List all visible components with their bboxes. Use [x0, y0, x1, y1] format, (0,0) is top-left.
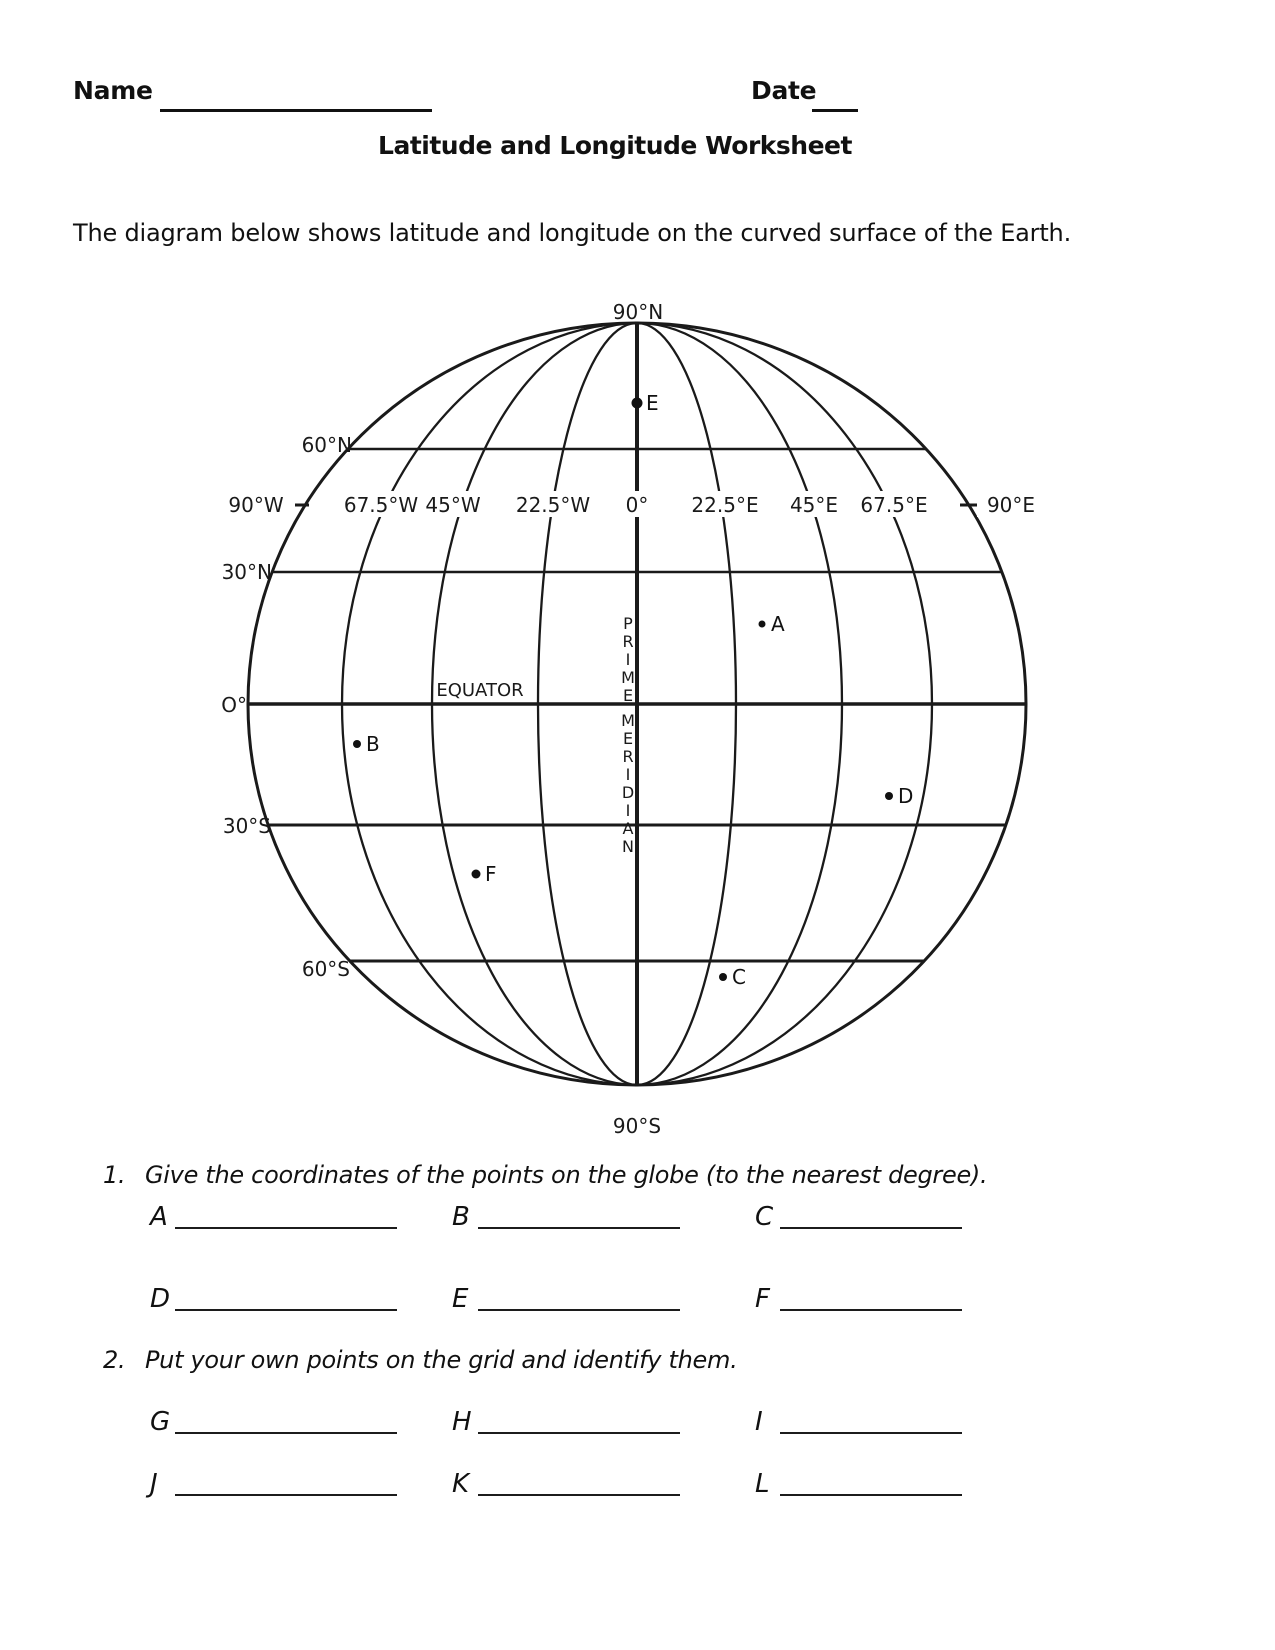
date-blank-line[interactable] — [812, 109, 858, 112]
prime-meridian-letter: M — [621, 668, 635, 687]
name-blank-line[interactable] — [160, 109, 432, 112]
globe-point-f — [472, 862, 497, 886]
answer-letter-h: H — [452, 1407, 472, 1437]
answer-letter-c: C — [755, 1202, 774, 1232]
longitude-label-22-5w: 22.5°W — [515, 493, 591, 517]
answer-blank-k[interactable] — [478, 1494, 680, 1496]
answer-letter-e: E — [452, 1284, 469, 1314]
prime-meridian-letter: D — [621, 783, 635, 802]
prime-meridian-letter: I — [625, 801, 631, 820]
answer-blank-h[interactable] — [478, 1432, 680, 1434]
point-dot — [759, 621, 766, 628]
longitude-label-67-5w: 67.5°W — [343, 493, 419, 517]
latitude-label-60s: 60°S — [301, 957, 350, 981]
latitude-label-0: O° — [221, 693, 247, 717]
longitude-label-90e: 90°E — [986, 493, 1036, 517]
question-1-number: 1. — [103, 1161, 126, 1189]
answer-blank-d[interactable] — [175, 1309, 397, 1311]
answer-blank-b[interactable] — [478, 1227, 680, 1229]
prime-meridian-letter: P — [623, 614, 633, 633]
answer-blank-i[interactable] — [780, 1432, 962, 1434]
globe-point-a — [759, 612, 786, 636]
point-label: E — [646, 391, 659, 415]
question-1-text: Give the coordinates of the points on the globe (to the nearest degree). — [145, 1161, 988, 1189]
prime-meridian-letter: I — [625, 650, 631, 669]
point-label: F — [485, 862, 497, 886]
question-2-number: 2. — [103, 1346, 126, 1374]
answer-letter-b: B — [452, 1202, 470, 1232]
latitude-label-60n: 60°N — [301, 433, 352, 457]
point-label: B — [366, 732, 380, 756]
prime-meridian-letter: N — [622, 837, 634, 856]
globe-point-b — [353, 732, 380, 756]
prime-meridian-letter: R — [622, 747, 634, 766]
answer-blank-j[interactable] — [175, 1494, 397, 1496]
prime-meridian-letter: E — [622, 686, 634, 705]
answer-letter-l: L — [755, 1469, 770, 1499]
answer-letter-a: A — [150, 1202, 168, 1232]
answer-letter-j: J — [150, 1469, 158, 1499]
longitude-label-0: 0° — [625, 493, 649, 517]
longitude-label-22-5e: 22.5°E — [691, 493, 759, 517]
north-pole-label: 90°N — [612, 300, 664, 324]
point-label: C — [732, 965, 746, 989]
answer-letter-d: D — [150, 1284, 171, 1314]
answer-blank-c[interactable] — [780, 1227, 962, 1229]
longitude-label-45w: 45°W — [425, 493, 481, 517]
answer-blank-e[interactable] — [478, 1309, 680, 1311]
answer-letter-k: K — [452, 1469, 470, 1499]
answer-blank-l[interactable] — [780, 1494, 962, 1496]
globe-point-c — [719, 965, 746, 989]
point-dot — [885, 792, 893, 800]
prime-meridian-letter: M — [621, 711, 635, 730]
longitude-label-45e: 45°E — [789, 493, 839, 517]
point-dot — [632, 398, 643, 409]
question-2 — [0, 1346, 1275, 1376]
point-dot — [719, 973, 727, 981]
point-label: D — [898, 784, 914, 808]
answer-letter-f: F — [755, 1284, 770, 1314]
globe-diagram — [180, 280, 1080, 1155]
prime-meridian-letter: I — [625, 765, 631, 784]
answer-letter-i: I — [755, 1407, 763, 1437]
equator-label: EQUATOR — [436, 680, 524, 701]
answer-blank-g[interactable] — [175, 1432, 397, 1434]
page-title: Latitude and Longitude Worksheet — [378, 131, 852, 160]
globe-point-d — [885, 784, 913, 808]
answer-blank-f[interactable] — [780, 1309, 962, 1311]
longitude-label-90w: 90°W — [228, 493, 284, 517]
answer-letter-g: G — [150, 1407, 171, 1437]
name-label: Name — [73, 76, 153, 105]
south-pole-label: 90°S — [612, 1114, 662, 1138]
prime-meridian-letter: E — [622, 729, 634, 748]
intro-text: The diagram below shows latitude and longitude on the curved surface of the Earth. — [73, 219, 1071, 247]
point-dot — [353, 740, 361, 748]
latitude-label-30n: 30°N — [221, 560, 272, 584]
prime-meridian-label — [621, 614, 635, 856]
question-2-text: Put your own points on the grid and identify them. — [145, 1346, 738, 1374]
latitude-label-30s: 30°S — [222, 814, 271, 838]
point-label: A — [771, 612, 785, 636]
date-label: Date — [751, 76, 817, 105]
longitude-label-67-5e: 67.5°E — [860, 493, 928, 517]
point-dot — [472, 870, 481, 879]
prime-meridian-letter: A — [622, 819, 634, 838]
prime-meridian-letter: R — [622, 632, 634, 651]
question-1 — [0, 1161, 1275, 1191]
answer-blank-a[interactable] — [175, 1227, 397, 1229]
